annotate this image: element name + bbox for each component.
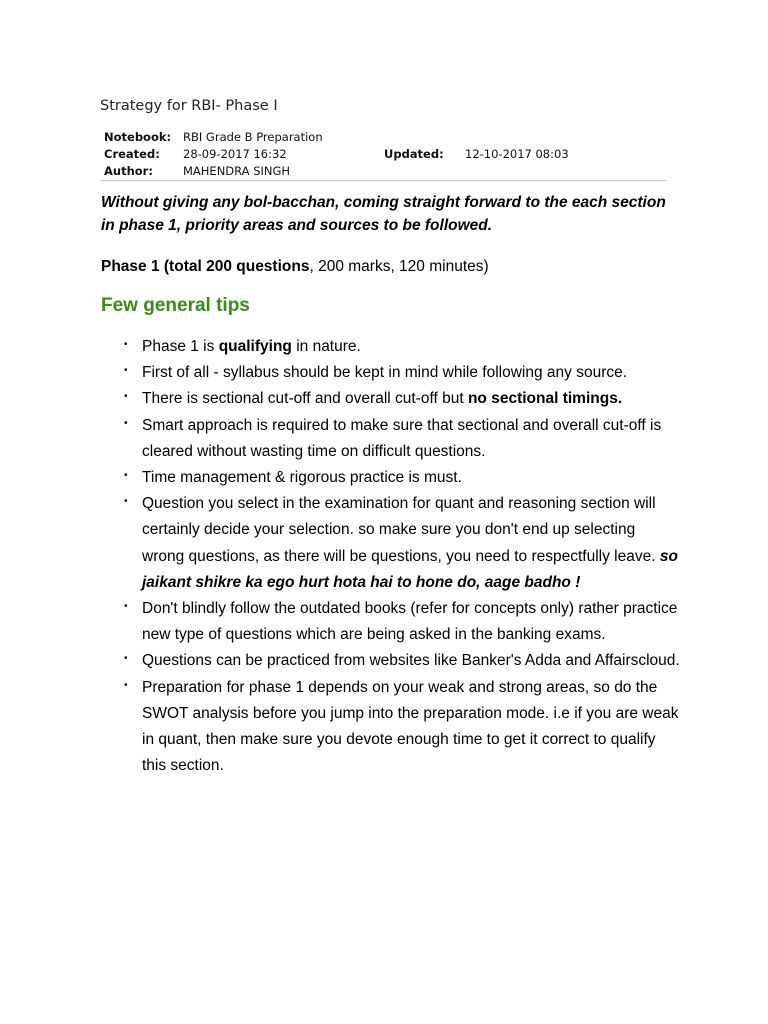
tips-heading: Few general tips	[101, 295, 250, 316]
bullet-icon: •	[124, 339, 128, 350]
list-item	[100, 413, 680, 465]
tip-text-bold-italic: so jaikant shikre ka ego hurt hota hai to hone do, aage badho !	[142, 547, 678, 591]
list-item	[100, 386, 680, 412]
list-item	[100, 360, 680, 386]
tip-text: Time management & rigorous practice is must.	[142, 469, 462, 487]
phase-summary-rest: , 200 marks, 120 minutes)	[309, 258, 489, 275]
phase-summary-bold: Phase 1 (total 200 questions	[101, 258, 310, 275]
bullet-icon: •	[124, 365, 128, 377]
meta-row-notebook	[104, 129, 666, 146]
phase-summary	[101, 255, 681, 278]
tip-text-bold: no sectional timings.	[467, 390, 623, 408]
bullet-icon: •	[124, 601, 128, 613]
tip-text: There is sectional cut-off and overall cut-off but	[142, 390, 468, 408]
tip-text-bold: qualifying	[218, 338, 292, 355]
updated-label: Updated:	[384, 147, 444, 161]
bullet-icon: •	[124, 470, 128, 482]
note-title: Strategy for RBI- Phase I	[100, 98, 278, 114]
tip-text: First of all - syllabus should be kept in mind while following any source.	[142, 364, 628, 382]
tip-text: Question you select in the examination for quant and reasoning section will certainly decide your selection. so make sure you don't end up selecting wrong questions, as there will be questions, you need to respectfully leave.	[142, 495, 660, 565]
tip-text: Smart approach is required to make sure that sectional and overall cut-off is cleared without wasting time on difficult questions.	[142, 416, 662, 460]
bullet-icon: •	[124, 417, 128, 429]
created-label: Created:	[104, 147, 160, 161]
metadata-divider	[100, 180, 666, 181]
bullet-icon: •	[124, 679, 128, 691]
list-item	[100, 648, 680, 674]
tip-text: Phase 1 is	[142, 338, 219, 355]
notebook-label: Notebook:	[104, 130, 172, 144]
bullet-icon: •	[124, 496, 128, 508]
intro-paragraph: Without giving any bol-bacchan, coming straight forward to the each section in phase 1, priority areas and sources to be followed.	[101, 194, 666, 234]
bullet-icon: •	[124, 653, 128, 665]
tip-text: in nature.	[291, 338, 361, 355]
author-label: Author:	[104, 164, 153, 178]
tip-text: Preparation for phase 1 depends on your weak and strong areas, so do the SWOT analysis before you jump into the preparation mode. i.e if you are weak in quant, then make sure you devote enough time to get it correct to qualify this section.	[142, 678, 679, 775]
notebook-value: RBI Grade B Preparation	[183, 130, 323, 144]
tip-text: Questions can be practiced from websites like Banker's Adda and Affairscloud.	[142, 652, 680, 670]
meta-row-author	[104, 163, 666, 180]
list-item	[100, 491, 680, 596]
note-metadata	[104, 129, 666, 180]
list-item	[100, 334, 680, 360]
list-item	[100, 675, 680, 780]
bullet-icon: •	[124, 391, 128, 403]
author-value: MAHENDRA SINGH	[183, 164, 291, 178]
updated-value: 12-10-2017 08:03	[465, 147, 569, 161]
list-item	[100, 596, 680, 648]
tip-text: Don't blindly follow the outdated books (refer for concepts only) rather practice new type of questions which are being asked in the banking exams.	[142, 600, 678, 644]
tips-list	[100, 334, 680, 779]
meta-row-created	[104, 146, 666, 163]
list-item	[100, 465, 680, 491]
created-value: 28-09-2017 16:32	[183, 147, 287, 161]
